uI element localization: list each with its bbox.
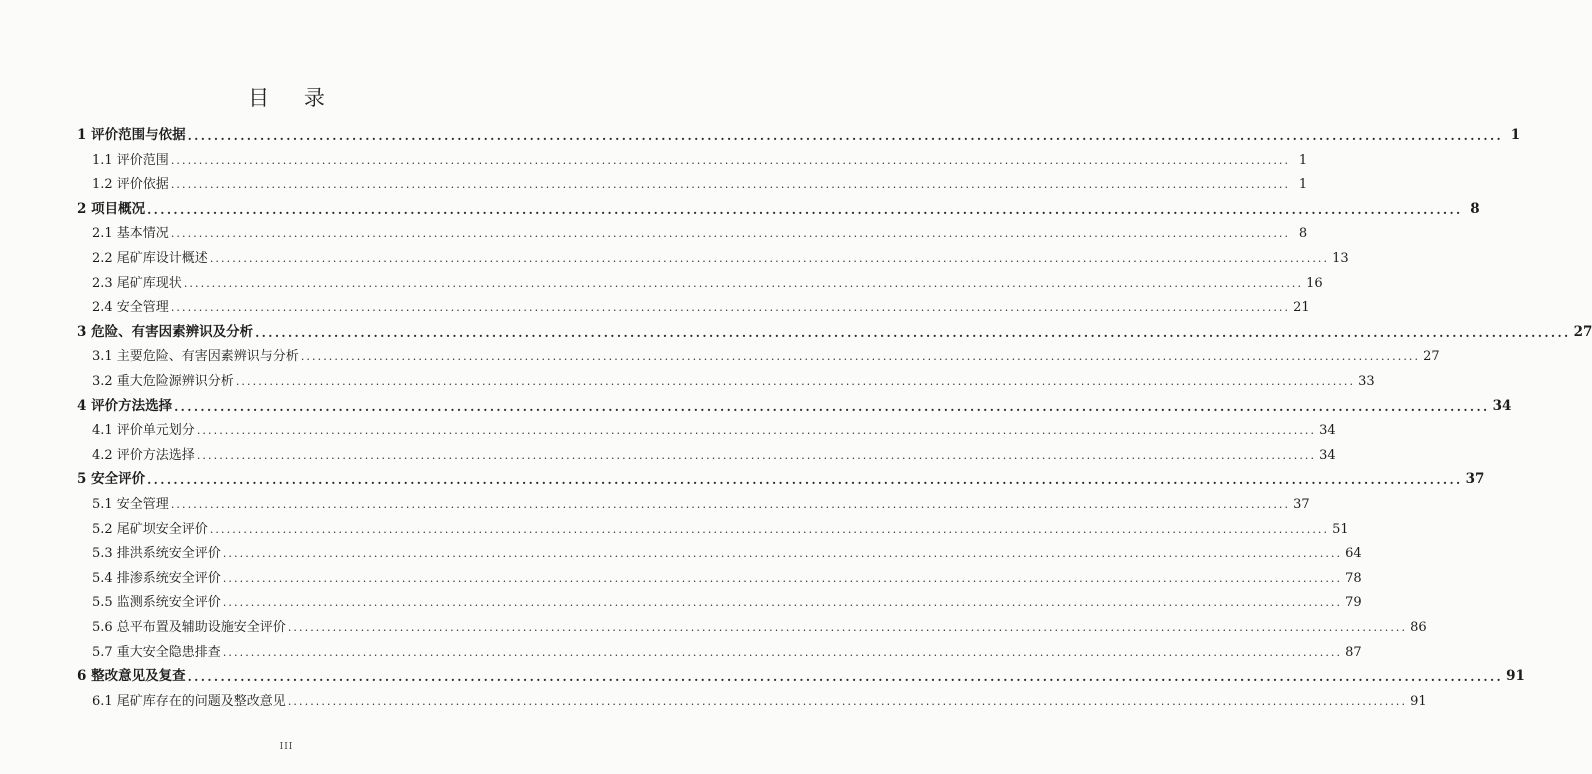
toc-leader-dots: ........................................................................................................................................................................................................ [209, 522, 1330, 536]
toc-chapter-row[interactable] [77, 664, 1525, 685]
toc-page-number: 34 [1319, 447, 1336, 463]
toc-entry-label: 3.1 主要危险、有害因素辨识与分析 [92, 349, 299, 365]
toc-section-row[interactable] [92, 221, 1308, 242]
toc-page-number: 16 [1306, 275, 1323, 291]
toc-leader-dots: ........................................................................................................................................................................................................ [170, 301, 1291, 315]
toc-page-number: 34 [1492, 397, 1512, 414]
toc-page-number: 27 [1573, 323, 1592, 340]
toc-section-row[interactable] [92, 172, 1308, 193]
toc-entry-label: 2.1 基本情况 [92, 226, 169, 242]
toc-section-row[interactable] [92, 148, 1308, 168]
toc-leader-dots: ........................................................................................................................................................................................................ [255, 325, 1571, 340]
toc-entry-label: 1.1 评价范围 [92, 152, 169, 168]
toc-section-row[interactable] [92, 295, 1310, 316]
toc-page-number: 33 [1358, 374, 1375, 389]
toc-page-number: 37 [1293, 497, 1310, 512]
toc-leader-dots: ........................................................................................................................................................................................................ [187, 129, 1504, 143]
toc-page-number: 34 [1319, 423, 1336, 439]
toc-chapter-row[interactable] [77, 197, 1480, 217]
toc-entry-label: 5.1 安全管理 [92, 497, 169, 512]
toc-section-row[interactable] [92, 689, 1427, 709]
toc-entry-label: 5.4 排渗系统安全评价 [92, 570, 221, 586]
toc-leader-dots: ........................................................................................................................................................................................................ [300, 350, 1421, 364]
toc-page-number: 64 [1345, 546, 1362, 562]
toc-page-number: 27 [1423, 349, 1440, 365]
toc-page-number: 78 [1345, 570, 1362, 586]
toc-page-number: 79 [1345, 595, 1362, 611]
toc-entry-label: 5.5 监测系统安全评价 [92, 595, 221, 611]
toc-entry-label: 6.1 尾矿库存在的问题及整改意见 [92, 693, 286, 709]
toc-chapter-row[interactable] [77, 320, 1592, 340]
toc-leader-dots: ........................................................................................................................................................................................................ [222, 596, 1343, 610]
toc-leader-dots: ........................................................................................................................................................................................................ [222, 547, 1343, 561]
toc-page-number: 1 [1298, 152, 1308, 168]
toc-leader-dots: ........................................................................................................................................................................................................ [196, 448, 1317, 462]
toc-section-row[interactable] [92, 246, 1349, 266]
toc-leader-dots: ........................................................................................................................................................................................................ [170, 498, 1291, 511]
toc-entry-label: 3 危险、有害因素辨识及分析 [77, 323, 254, 340]
toc-entry-label: 4.1 评价单元划分 [92, 423, 195, 439]
toc-section-row[interactable] [92, 566, 1362, 586]
toc-page-number: 13 [1332, 251, 1349, 266]
toc-entry-label: 5.7 重大安全隐患排查 [92, 644, 221, 660]
toc-section-row[interactable] [92, 590, 1362, 611]
toc-page-number: 21 [1293, 300, 1310, 316]
toc-page-number: 1 [1298, 177, 1308, 193]
toc-entry-label: 2.4 安全管理 [92, 300, 169, 316]
toc-leader-dots: ........................................................................................................................................................................................................ [235, 375, 1356, 388]
toc-entry-label: 2 项目概况 [77, 200, 146, 217]
toc-section-row[interactable] [92, 615, 1427, 635]
toc-section-row[interactable] [92, 640, 1362, 660]
toc-leader-dots: ........................................................................................................................................................................................................ [170, 153, 1291, 167]
toc-section-row[interactable] [92, 271, 1323, 291]
toc-leader-dots: ........................................................................................................................................................................................................ [222, 645, 1343, 659]
toc-page-number: 87 [1345, 644, 1362, 660]
toc-section-row[interactable] [92, 492, 1310, 512]
toc-leader-dots: ........................................................................................................................................................................................................ [287, 694, 1408, 708]
toc-title: 目 录 [248, 86, 339, 110]
toc-entry-label: 2.3 尾矿库现状 [92, 275, 182, 291]
toc-entry-label: 3.2 重大危险源辨识分析 [92, 374, 234, 389]
toc-leader-dots: ........................................................................................................................................................................................................ [170, 178, 1291, 192]
toc-page-number: 86 [1410, 620, 1427, 635]
toc-entry-label: 5.6 总平布置及辅助设施安全评价 [92, 620, 286, 635]
toc-entry-label: 6 整改意见及复查 [77, 668, 186, 685]
toc-entry-label: 5.2 尾矿坝安全评价 [92, 521, 208, 537]
toc-leader-dots: ........................................................................................................................................................................................................ [170, 227, 1291, 241]
toc-entry-label: 4 评价方法选择 [77, 397, 173, 414]
toc-leader-dots: ........................................................................................................................................................................................................ [222, 571, 1343, 585]
toc-leader-dots: ........................................................................................................................................................................................................ [174, 399, 1490, 414]
toc-page-number: 37 [1465, 471, 1485, 488]
toc-section-row[interactable] [92, 517, 1349, 537]
toc-entry-label: 4.2 评价方法选择 [92, 447, 195, 463]
toc-section-row[interactable] [92, 418, 1336, 439]
toc-page-number: 91 [1506, 668, 1525, 685]
toc-entry-label: 2.2 尾矿库设计概述 [92, 251, 208, 266]
toc-chapter-row[interactable] [77, 467, 1485, 488]
toc-leader-dots: ........................................................................................................................................................................................................ [183, 276, 1304, 290]
toc-entry-label: 5.3 排洪系统安全评价 [92, 546, 221, 562]
toc-section-row[interactable] [92, 541, 1362, 562]
toc-entry-label: 1.2 评价依据 [92, 177, 169, 193]
toc-leader-dots: ........................................................................................................................................................................................................ [287, 621, 1408, 634]
page-number-footer: III [279, 742, 294, 752]
toc-entry-label: 5 安全评价 [77, 471, 146, 488]
toc-leader-dots: ........................................................................................................................................................................................................ [187, 670, 1504, 685]
toc-page-number: 51 [1332, 521, 1349, 537]
toc-section-row[interactable] [92, 344, 1440, 365]
toc-leader-dots: ........................................................................................................................................................................................................ [196, 424, 1317, 438]
toc-page-number: 8 [1470, 200, 1480, 217]
toc-chapter-row[interactable] [77, 394, 1512, 414]
toc-entry-label: 1 评价范围与依据 [77, 127, 186, 143]
toc-leader-dots: ........................................................................................................................................................................................................ [209, 252, 1330, 265]
toc-leader-dots: ........................................................................................................................................................................................................ [147, 473, 1463, 488]
toc-page-number: 1 [1510, 127, 1521, 143]
toc-section-row[interactable] [92, 443, 1336, 463]
toc-page-number: 8 [1298, 226, 1308, 242]
toc-chapter-row[interactable] [77, 123, 1521, 143]
toc-leader-dots: ........................................................................................................................................................................................................ [147, 202, 1463, 217]
toc-page-number: 91 [1410, 693, 1427, 709]
toc-section-row[interactable] [92, 369, 1375, 389]
